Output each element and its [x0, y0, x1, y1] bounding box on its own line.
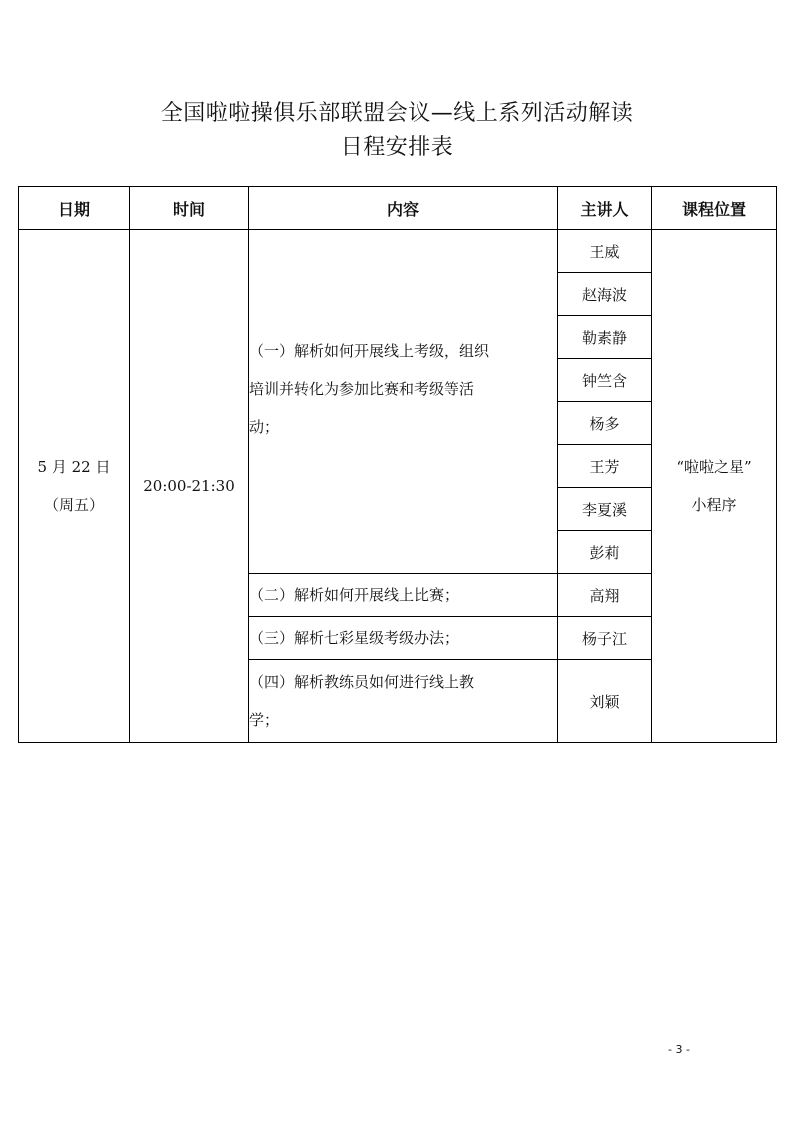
- header-time: 时间: [130, 187, 249, 230]
- speaker-cell: 高翔: [558, 574, 652, 617]
- header-location: 课程位置: [652, 187, 777, 230]
- location-cell: [652, 230, 777, 743]
- speaker-cell: 李夏溪: [558, 488, 652, 531]
- time-cell: 20:00-21:30: [130, 230, 249, 743]
- date-cell: [19, 230, 130, 743]
- speaker-cell: 彭莉: [558, 531, 652, 574]
- session-content-1: （一）解析如何开展线上考级，组织 培训并转化为参加比赛和考级等活 动；: [249, 230, 558, 574]
- location-type: 小程序: [691, 496, 737, 514]
- session-content-2: （二）解析如何开展线上比赛；: [249, 574, 558, 617]
- weekday-text: （周五）: [43, 496, 104, 514]
- speaker-cell: 钟竺含: [558, 359, 652, 402]
- speaker-cell: 王威: [558, 230, 652, 273]
- date-text: 5 月 22 日: [37, 458, 111, 476]
- page-number: - 3 -: [668, 1043, 690, 1056]
- header-row: [19, 187, 777, 230]
- speaker-cell: 杨多: [558, 402, 652, 445]
- schedule-table: [18, 186, 777, 743]
- table-row: [19, 230, 777, 273]
- header-speaker: 主讲人: [558, 187, 652, 230]
- header-date: 日期: [19, 187, 130, 230]
- speaker-cell: 勒素静: [558, 316, 652, 359]
- speaker-cell: 刘颖: [558, 660, 652, 743]
- speaker-cell: 赵海波: [558, 273, 652, 316]
- session-content-4: （四）解析教练员如何进行线上教 学；: [249, 660, 558, 743]
- document-title: 全国啦啦操俱乐部联盟会议—线上系列活动解读: [160, 101, 634, 126]
- location-name: “啦啦之星”: [676, 458, 752, 476]
- document-subtitle: 日程安排表: [340, 135, 454, 160]
- header-content: 内容: [249, 187, 558, 230]
- speaker-cell: 杨子江: [558, 617, 652, 660]
- session-content-3: （三）解析七彩星级考级办法；: [249, 617, 558, 660]
- speaker-cell: 王芳: [558, 445, 652, 488]
